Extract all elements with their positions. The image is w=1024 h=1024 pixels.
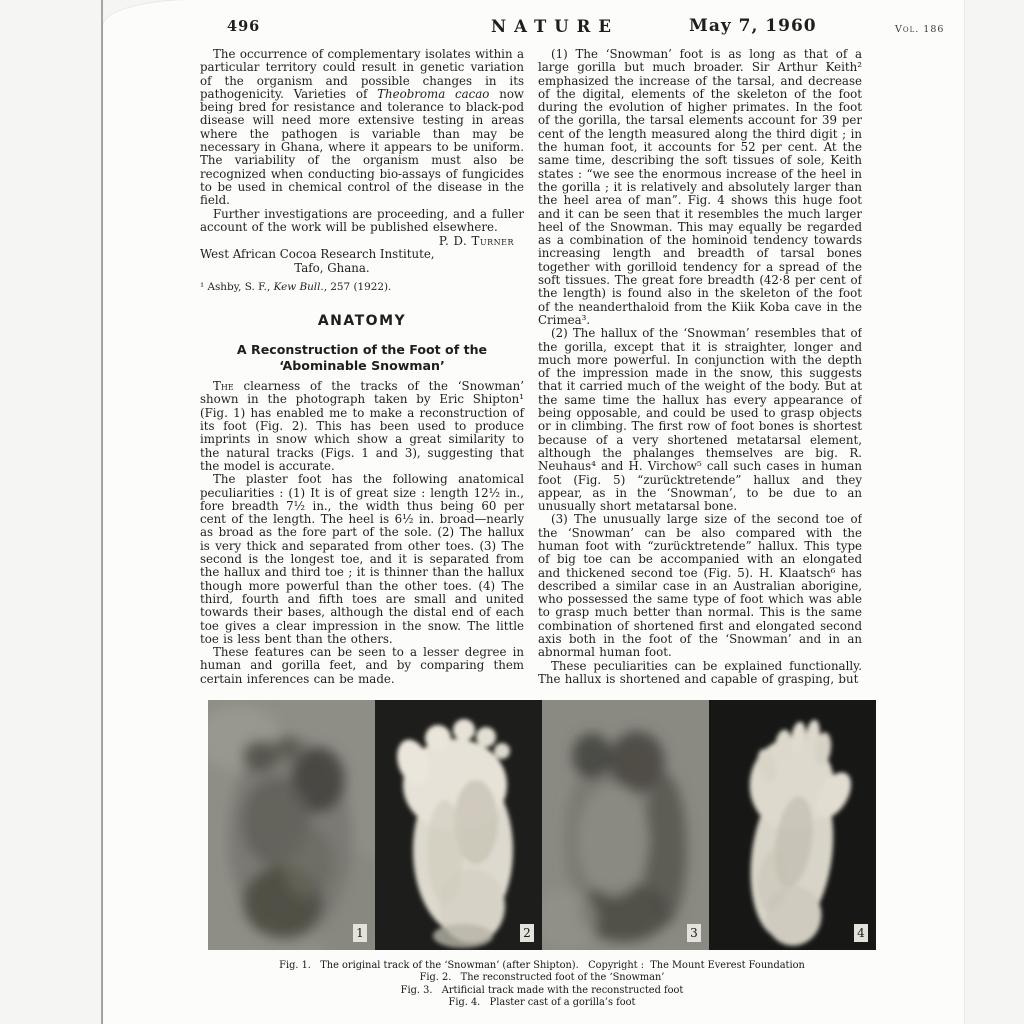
figure-captions xyxy=(188,960,896,1009)
reconstructed-foot-photo xyxy=(375,700,542,950)
article-title xyxy=(200,342,524,373)
affiliation-line2: Tafo, Ghana. xyxy=(294,260,370,275)
caption-line-fig4: Fig. 4. Plaster cast of a gorilla’s foot xyxy=(448,996,636,1008)
article-title-line2: ‘Abominable Snowman’ xyxy=(279,357,445,373)
article-title-line1: A Reconstruction of the Foot of the xyxy=(236,342,488,358)
artificial-track-photo xyxy=(542,700,709,950)
panel-number-label: 3 xyxy=(687,924,701,942)
two-column-text xyxy=(200,48,862,702)
journal-header xyxy=(103,16,964,46)
footnote-reference xyxy=(200,281,524,293)
paragraph-point-1: (1) The ‘Snowman’ foot is as long as that of a large gorilla but much broader. Sir Arthur Keith² emphasized the increase of the tarsal, and decrease of the digital, elements of the skeleton of the foot during the evolution of higher primates. In the foot of the gorilla, the tarsal elements account for 39 per cent of the length measured along the third digit ; in the human foot, it accounts for 52 per cent. At the same time, describing the soft tissues of sole, Keith states : “we see the enormous increase of the heel in the gorilla ; it is relatively and absolutely larger than the heel area of man”. Fig. 4 shows this huge foot and it can be seen that it resembles the much larger heel of the Snowman. This may equally be regarded as a combination of the hominoid tendency towards increasing length and breadth of tarsal bones together with gorilloid tendency for a spread of the soft tissues. The great fore breadth (42·8 per cent of the length) is found also in the skeleton of the foot of the neanderthaloid from the Kiik Koba cave in the Crimea³. xyxy=(538,48,862,327)
figure-strip xyxy=(208,700,876,950)
left-column xyxy=(200,48,524,702)
species-name-italic: Theobroma cacao xyxy=(377,86,490,101)
paragraph-conclusion: These peculiarities can be explained functionally. The hallux is shortened and capable of grasping, but xyxy=(538,658,862,686)
author-signature: P. D. Turner xyxy=(438,234,514,249)
journal-name-italic: Kew Bull. xyxy=(273,281,324,294)
footnote-text: , 257 (1922). xyxy=(323,281,392,294)
panel-number-label: 2 xyxy=(520,924,534,942)
paragraph-text: now being bred for resistance and tolerance to black-pod disease will need more extensive testing in areas where the pathogen is variable than may be necessary in Ghana, where it appears to be uniform. The variability of the organism must also be recognized when conducting bio-assays of fungicides to be used in chemical control of the disease in the field. xyxy=(200,86,525,208)
issue-date: May 7, 1960 xyxy=(689,16,817,36)
journal-page xyxy=(103,0,964,1024)
paragraph-intro xyxy=(200,380,524,473)
paragraph-point-2: (2) The hallux of the ‘Snowman’ resembles that of the gorilla, except that it is straighter, longer and much more powerful. In conjunction with the depth of the impression made in the snow, this suggests that it carried much of the weight of the body. But at the same time the hallux has every appearance of being opposable, and could be used to grasp objects or in climbing. The first row of foot bones is shortest because of a very shortened metatarsal element, although the phalanges themselves are big. R. Neuhaus⁴ and H. Virchow⁵ call such cases in human foot (Fig. 5) “zurücktretende” hallux and they appear, as in the ‘Snowman’, to be due to an unusually short metatarsal bone. xyxy=(538,326,862,514)
figure-panel-4-gorilla-cast-photo xyxy=(709,700,876,950)
affiliation-line1: West African Cocoa Research Institute, xyxy=(200,247,435,262)
right-column xyxy=(538,48,862,702)
figure-panel-3-artificial-track-photo xyxy=(542,700,709,950)
panel-number-label: 4 xyxy=(854,924,868,942)
paragraph-peculiarities: The plaster foot has the following anatomical peculiarities : (1) It is of great size : length 12½ in., fore breadth 7½ in., the width thus being 60 per cent of the length. The heel is 6½ in. broad—nearly as broad as the fore part of the sole. (2) The hallux is very thick and separated from other toes. (3) The second is the longest toe, and it is separated from the hallux and third toe ; it is thinner than the hallux though more powerful than the other toes. (4) The third, fourth and fifth toes are small and united towards their bases, although the distal end of each toe gives a clear impression in the snow. The little toe is less bent than the others. xyxy=(200,472,524,646)
volume-label: Vol. 186 xyxy=(895,24,945,35)
journal-title: NATURE xyxy=(491,17,619,36)
paragraph-text: clearness of the tracks of the ‘Snowman’ shown in the photograph taken by Eric Shipton¹ (Fig. 1) has enabled me to make a reconstruction of its foot (Fig. 2). This has been used to produce imprints in snow which show a great similarity to the natural tracks (Figs. 1 and 3), suggesting that the model is accurate. xyxy=(200,379,524,473)
lead-word-smallcaps: The xyxy=(213,379,234,394)
footnote-text: ¹ Ashby, S. F., xyxy=(200,281,274,294)
panel-number-label: 1 xyxy=(353,924,367,942)
gorilla-foot-cast-photo xyxy=(709,700,876,950)
caption-line-fig3: Fig. 3. Artificial track made with the reconstructed foot xyxy=(400,984,684,996)
paragraph-cocoa-1 xyxy=(200,48,524,208)
paragraph-point-3: (3) The unusually large size of the second toe of the ‘Snowman’ can be also compared with the human foot with “zurücktretende” hallux. This type of big toe can be accompanied with an elongated and thickened second toe (Fig. 5). H. Klaatsch⁶ has described a similar case in an Australian aborigine, who possessed the same type of foot which was able to grasp much better than normal. This is the same combination of shortened first and elongated second axis both in the foot of the ‘Snowman’ and in an abnormal human foot. xyxy=(538,512,862,660)
paragraph-text: The occurrence of complementary isolates within a particular territory could result in genetic variation of the organism and possible changes in its pathogenicity. Varieties of xyxy=(200,48,524,101)
snowman-track-photo xyxy=(208,700,375,950)
page-number: 496 xyxy=(227,18,261,35)
paragraph-cocoa-2: Further investigations are proceeding, and a fuller account of the work will be published elsewhere. xyxy=(200,206,524,234)
caption-line-fig1: Fig. 1. The original track of the ‘Snowman’ (after Shipton). Copyright : The Mount Everest Foundation xyxy=(279,960,805,971)
figure-panel-2-plaster-cast-photo xyxy=(375,700,542,950)
caption-line-fig2: Fig. 2. The reconstructed foot of the ‘Snowman’ xyxy=(419,972,665,984)
paragraph-features: These features can be seen to a lesser degree in human and gorilla feet, and by comparing them certain inferences can be made. xyxy=(200,645,524,686)
figure-panel-1-snow-track-photo xyxy=(208,700,375,950)
section-heading: ANATOMY xyxy=(317,313,407,330)
